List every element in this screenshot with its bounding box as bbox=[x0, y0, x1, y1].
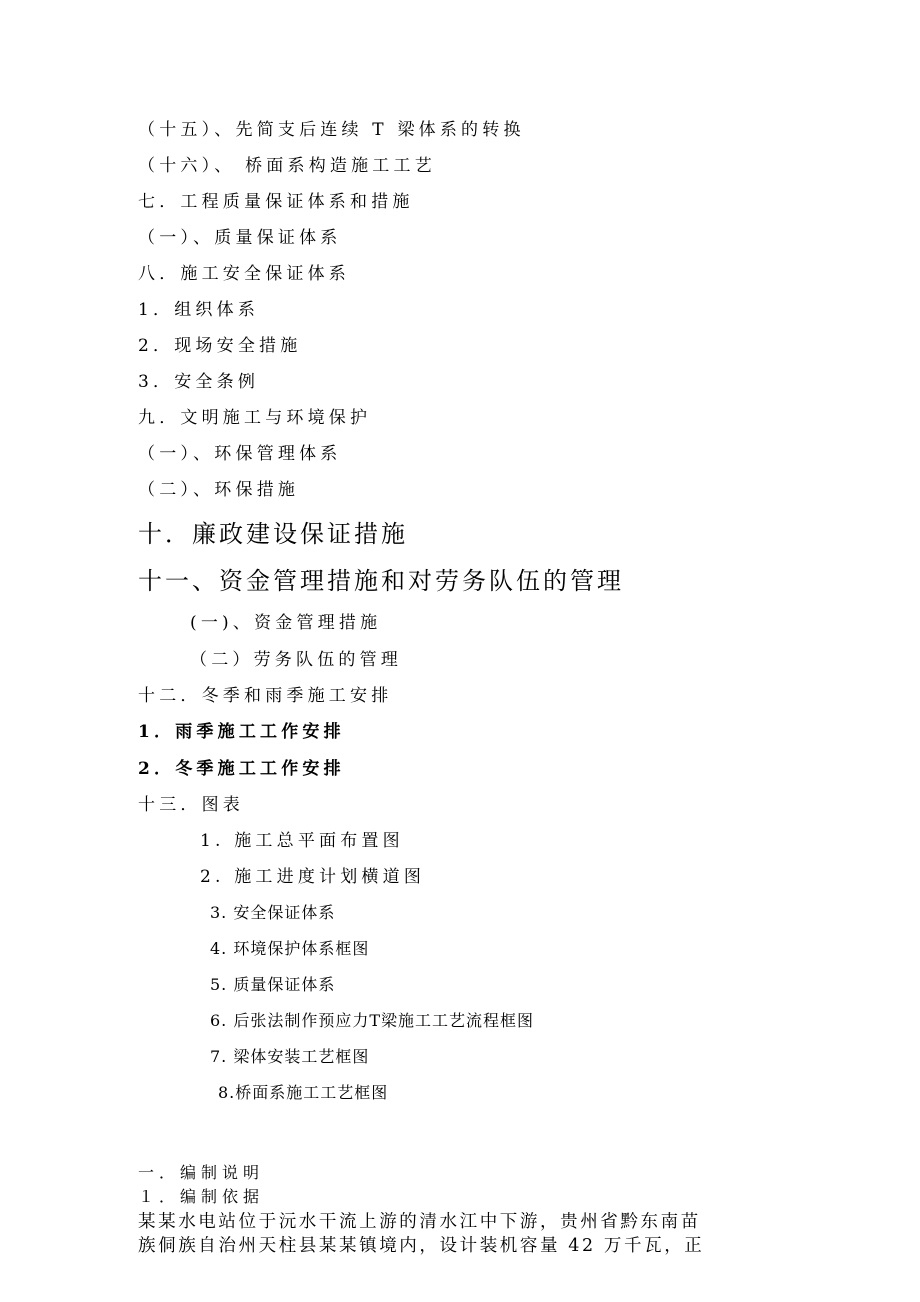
toc-item: （一）、质量保证体系 bbox=[138, 228, 342, 248]
figure-list-item: 7. 梁体安装工艺框图 bbox=[210, 1047, 370, 1066]
toc-item: （二）、环保措施 bbox=[138, 480, 300, 500]
toc-heading: 十．廉政建设保证措施 bbox=[138, 520, 408, 548]
figure-list-item: 4. 环境保护体系框图 bbox=[210, 939, 370, 958]
toc-heading: 十一、资金管理措施和对劳务队伍的管理 bbox=[138, 567, 624, 595]
toc-item: （一）、环保管理体系 bbox=[138, 444, 342, 464]
subsection-heading: １．编制依据 bbox=[138, 1187, 265, 1206]
figure-list-item: 1. 施工总平面布置图 bbox=[200, 831, 404, 851]
toc-item: 九．文明施工与环境保护 bbox=[138, 408, 372, 428]
paragraph-line: 某某水电站位于沅水干流上游的清水江中下游，贵州省黔东南苗 bbox=[138, 1212, 701, 1232]
figure-list-item: 3. 安全保证体系 bbox=[210, 903, 336, 922]
toc-item: （十五）、先简支后连续 T 梁体系的转换 bbox=[138, 120, 525, 140]
toc-item: 2．现场安全措施 bbox=[138, 336, 302, 356]
toc-item: 十二．冬季和雨季施工安排 bbox=[138, 686, 393, 706]
paragraph-line: 族侗族自治州天柱县某某镇境内，设计装机容量 42 万千瓦，正 bbox=[138, 1236, 705, 1256]
toc-item: （十六）、 桥面系构造施工工艺 bbox=[138, 156, 436, 176]
toc-item: (一)、资金管理措施 bbox=[190, 613, 382, 633]
toc-item: 十三．图表 bbox=[138, 795, 244, 815]
figure-list-item: 6. 后张法制作预应力T梁施工工艺流程框图 bbox=[210, 1011, 535, 1030]
toc-item: 七．工程质量保证体系和措施 bbox=[138, 192, 414, 212]
section-heading: 一．编制说明 bbox=[138, 1163, 265, 1182]
toc-item: 1．组织体系 bbox=[138, 300, 260, 320]
toc-item: 3．安全条例 bbox=[138, 372, 260, 392]
toc-item: 1．雨季施工工作安排 bbox=[138, 722, 345, 742]
figure-list-item: 2. 施工进度计划横道图 bbox=[200, 867, 426, 887]
figure-list-item: 5. 质量保证体系 bbox=[210, 975, 336, 994]
toc-item: 八．施工安全保证体系 bbox=[138, 264, 350, 284]
figure-list-item: 8.桥面系施工工艺框图 bbox=[218, 1083, 389, 1102]
toc-item: 2．冬季施工工作安排 bbox=[138, 759, 345, 779]
toc-item: （二）劳务队伍的管理 bbox=[190, 650, 402, 670]
